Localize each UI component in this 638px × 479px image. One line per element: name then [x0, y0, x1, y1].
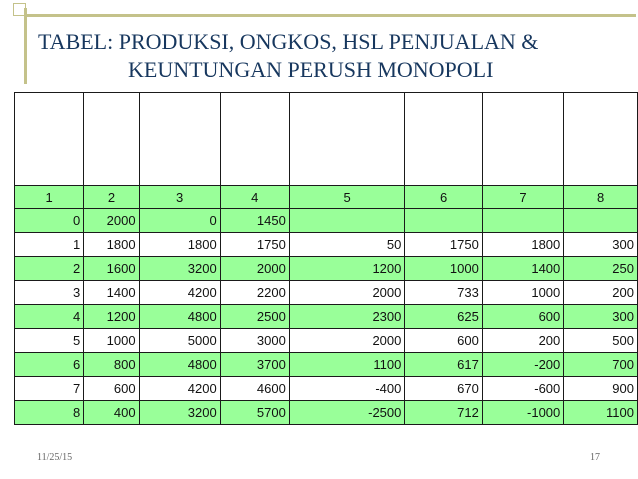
- table-cell: 2200: [220, 281, 289, 305]
- table-cell: 2000: [84, 209, 139, 233]
- column-header: 5: [289, 186, 405, 209]
- table-cell: 1450: [220, 209, 289, 233]
- table-cell: 625: [405, 305, 482, 329]
- table-cell: 3000: [220, 329, 289, 353]
- table-cell: 3: [15, 281, 84, 305]
- table-cell: 0: [15, 209, 84, 233]
- table-cell: 1800: [139, 233, 220, 257]
- table-cell: 1100: [564, 401, 638, 425]
- table-cell: 1000: [482, 281, 563, 305]
- column-header: 8: [564, 186, 638, 209]
- column-header: 4: [220, 186, 289, 209]
- table-row: [15, 233, 638, 257]
- table-cell: 1100: [289, 353, 405, 377]
- table-cell: 800: [84, 353, 139, 377]
- table-cell: 8: [15, 401, 84, 425]
- table-cell: 4800: [139, 305, 220, 329]
- table-cell: 400: [84, 401, 139, 425]
- column-header: 6: [405, 186, 482, 209]
- table-cell: 617: [405, 353, 482, 377]
- table-row: [15, 377, 638, 401]
- table-cell: 5000: [139, 329, 220, 353]
- table-cell: 300: [564, 305, 638, 329]
- table-cell: 50: [289, 233, 405, 257]
- table-cell: [564, 209, 638, 233]
- column-number-row: [15, 186, 638, 209]
- table-cell: 4200: [139, 281, 220, 305]
- table-cell: -2500: [289, 401, 405, 425]
- table-cell: 1400: [84, 281, 139, 305]
- table-cell: 1000: [405, 257, 482, 281]
- table-cell: 5: [15, 329, 84, 353]
- table-cell: 200: [564, 281, 638, 305]
- table-row: [15, 305, 638, 329]
- table-cell: 4200: [139, 377, 220, 401]
- table-row: [15, 353, 638, 377]
- table-cell: 4600: [220, 377, 289, 401]
- frame-top-line: [24, 14, 636, 17]
- table-row: [15, 257, 638, 281]
- table-cell: 1750: [220, 233, 289, 257]
- table-cell: -1000: [482, 401, 563, 425]
- column-header: 2: [84, 186, 139, 209]
- table-cell: 2500: [220, 305, 289, 329]
- slide-title-line2: KEUNTUNGAN PERUSH MONOPOLI: [128, 57, 494, 82]
- table-cell: -600: [482, 377, 563, 401]
- slide-date: 11/25/15: [37, 452, 73, 463]
- slide-title: [38, 28, 628, 84]
- table-cell: 600: [84, 377, 139, 401]
- table-cell: 2000: [220, 257, 289, 281]
- table-cell: 3700: [220, 353, 289, 377]
- table-cell: 6: [15, 353, 84, 377]
- table-cell: 1000: [84, 329, 139, 353]
- table-cell: 1750: [405, 233, 482, 257]
- table-cell: 1800: [482, 233, 563, 257]
- table-cell: 1800: [84, 233, 139, 257]
- table-cell: 600: [405, 329, 482, 353]
- table-cell: 500: [564, 329, 638, 353]
- table-cell: 300: [564, 233, 638, 257]
- table-cell: 1: [15, 233, 84, 257]
- table-row: [15, 329, 638, 353]
- table-cell: 4: [15, 305, 84, 329]
- table-cell: 0: [139, 209, 220, 233]
- table-cell: 900: [564, 377, 638, 401]
- table-cell: [289, 209, 405, 233]
- table-cell: 2300: [289, 305, 405, 329]
- table-cell: -400: [289, 377, 405, 401]
- table-cell: 1200: [289, 257, 405, 281]
- table-cell: 200: [482, 329, 563, 353]
- table-cell: 1600: [84, 257, 139, 281]
- table-cell: 600: [482, 305, 563, 329]
- table-cell: 7: [15, 377, 84, 401]
- table-cell: 5700: [220, 401, 289, 425]
- table-row: [15, 281, 638, 305]
- blank-header-row: [15, 93, 638, 186]
- table-row: [15, 209, 638, 233]
- table-cell: 3200: [139, 257, 220, 281]
- table-cell: [482, 209, 563, 233]
- table-cell: 700: [564, 353, 638, 377]
- table-cell: 4800: [139, 353, 220, 377]
- table-cell: 2000: [289, 329, 405, 353]
- table-cell: 1400: [482, 257, 563, 281]
- table-cell: 2: [15, 257, 84, 281]
- table-cell: 733: [405, 281, 482, 305]
- column-header: 1: [15, 186, 84, 209]
- table-cell: 712: [405, 401, 482, 425]
- slide-title-line1: TABEL: PRODUKSI, ONGKOS, HSL PENJUALAN &: [38, 29, 539, 54]
- table-cell: 250: [564, 257, 638, 281]
- table-row: [15, 401, 638, 425]
- frame-left-line: [24, 8, 27, 84]
- table-cell: 2000: [289, 281, 405, 305]
- slide-page-number: 17: [590, 452, 600, 463]
- table-cell: [405, 209, 482, 233]
- table-cell: 1200: [84, 305, 139, 329]
- monopoly-table: [14, 92, 638, 425]
- table-cell: 670: [405, 377, 482, 401]
- table-cell: 3200: [139, 401, 220, 425]
- column-header: 7: [482, 186, 563, 209]
- column-header: 3: [139, 186, 220, 209]
- table-cell: -200: [482, 353, 563, 377]
